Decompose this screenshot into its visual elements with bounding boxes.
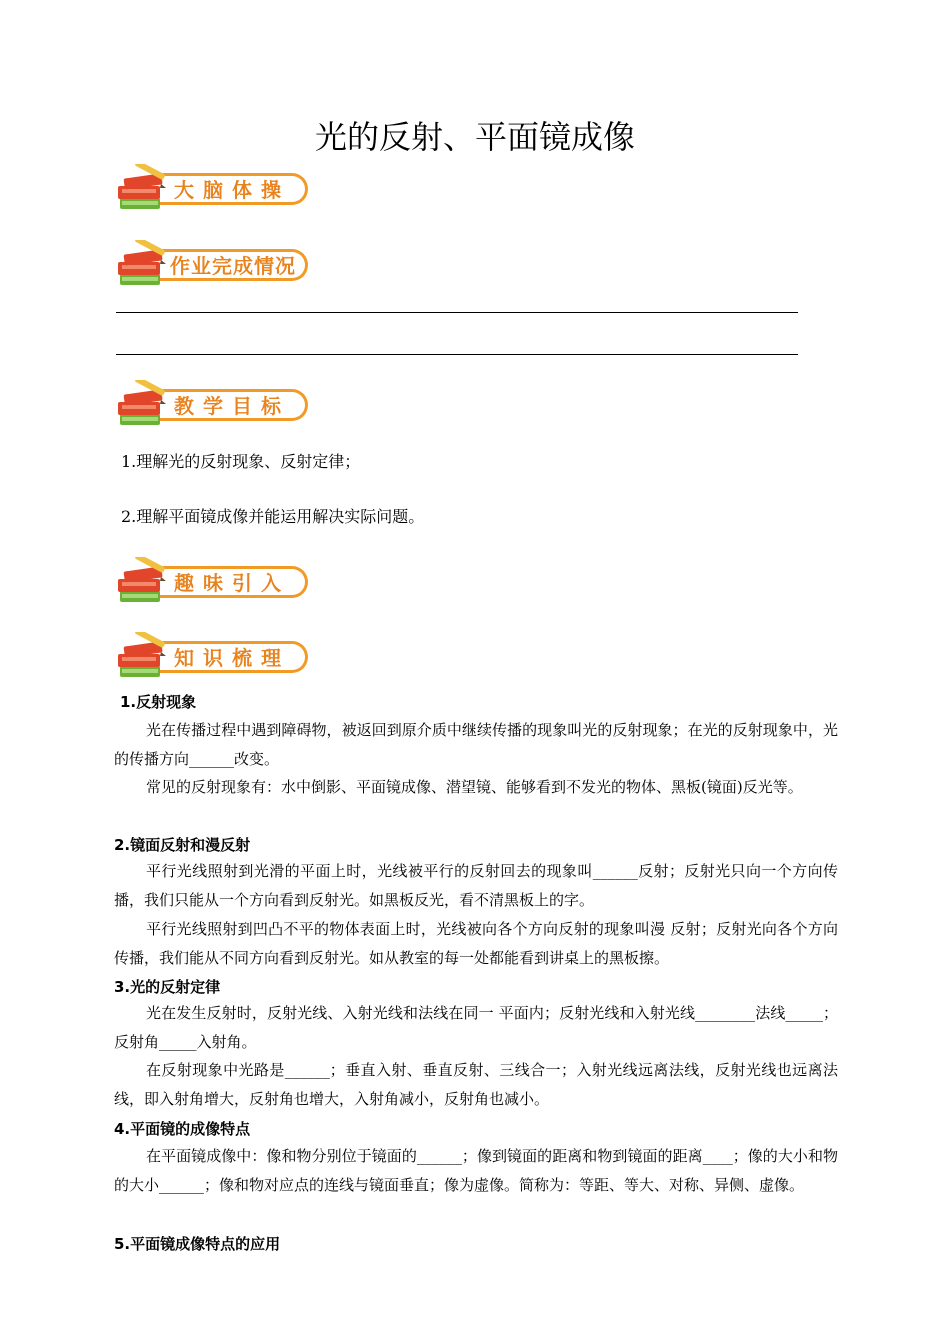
section-heading: 3.光的反射定律 — [114, 978, 221, 996]
paragraph: 平行光线照射到光滑的平面上时，光线被平行的反射回去的现象叫______反射；反射光只向一个方向传播，我们只能从一个方向看到反射光。如黑板反光，看不清黑板上的字。 — [114, 862, 838, 909]
section-heading: 5.平面镜成像特点的应用 — [114, 1235, 281, 1253]
section-heading: 4.平面镜的成像特点 — [114, 1120, 251, 1138]
paragraph: 常见的反射现象有：水中倒影、平面镜成像、潜望镜、能够看到不发光的物体、黑板(镜面)反光等。 — [146, 778, 803, 796]
section-badge-fun-intro — [114, 557, 314, 609]
answer-line — [116, 354, 798, 355]
answer-line — [116, 312, 798, 313]
badge-label: 趣味引入 — [174, 571, 290, 595]
section-heading: 2.镜面反射和漫反射 — [114, 836, 251, 854]
section-badge-brain-exercise — [114, 164, 314, 216]
paragraph: 平行光线照射到凹凸不平的物体表面上时，光线被向各个方向反射的现象叫漫 反射；反射光向各个方向传播，我们能从不同方向看到反射光。如从教室的每一处都能看到讲桌上的黑板擦。 — [114, 920, 838, 967]
section-badge-homework — [114, 240, 314, 292]
badge-label: 作业完成情况 — [170, 254, 296, 278]
paragraph: 光在传播过程中遇到障碍物，被返回到原介质中继续传播的现象叫光的反射现象；在光的反射现象中，光的传播方向______改变。 — [114, 721, 838, 768]
goal-item: 2.理解平面镜成像并能运用解决实际问题。 — [121, 507, 425, 526]
section-badge-teaching-goals — [114, 380, 314, 432]
badge-label: 大脑体操 — [174, 178, 290, 202]
books-pencil-icon — [114, 557, 176, 609]
books-pencil-icon — [114, 380, 176, 432]
badge-label: 教学目标 — [174, 394, 290, 418]
paragraph: 在反射现象中光路是______；垂直入射、垂直反射、三线合一；入射光线远离法线，反射光线也远离法线，即入射角增大，反射角也增大，入射角减小，反射角也减小。 — [114, 1061, 838, 1108]
paragraph: 在平面镜成像中：像和物分别位于镜面的______；像到镜面的距离和物到镜面的距离____；像的大小和物的大小______；像和物对应点的连线与镜面垂直；像为虚像。简称为：等距、等大、对称、异侧、虚像。 — [114, 1147, 838, 1194]
section-badge-knowledge — [114, 632, 314, 684]
badge-label: 知识梳理 — [174, 646, 290, 670]
page-title: 光的反射、平面镜成像 — [314, 118, 635, 156]
books-pencil-icon — [114, 632, 176, 684]
books-pencil-icon — [114, 164, 176, 216]
paragraph: 光在发生反射时，反射光线、入射光线和法线在同一 平面内；反射光线和入射光线________法线_____；反射角_____入射角。 — [114, 1004, 838, 1051]
goal-item: 1.理解光的反射现象、反射定律； — [121, 452, 361, 471]
section-heading: 1.反射现象 — [120, 693, 197, 711]
books-pencil-icon — [114, 240, 176, 292]
